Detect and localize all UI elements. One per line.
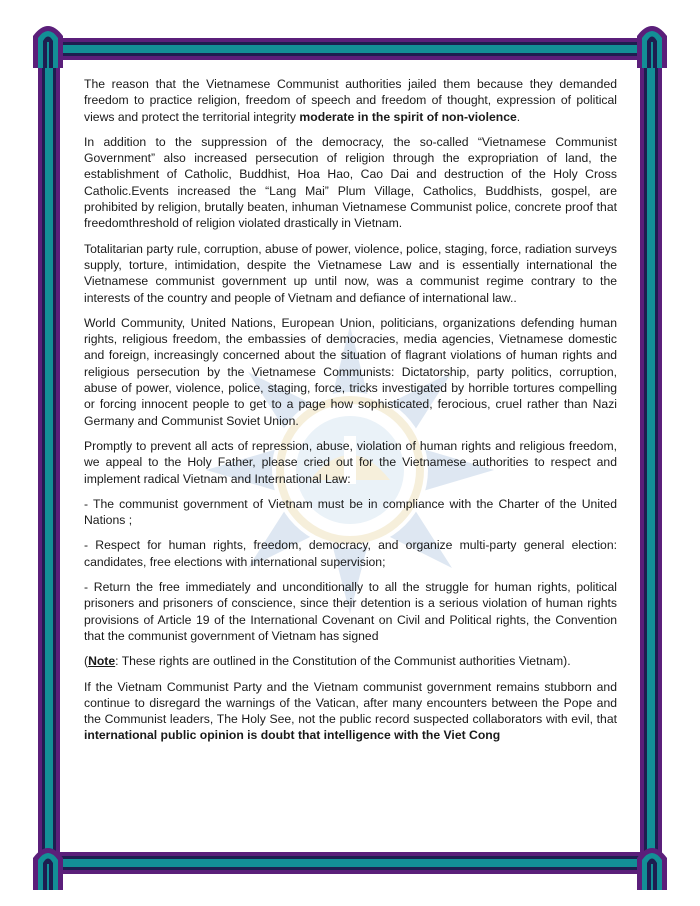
corner-arch-ornament-top-right <box>635 18 669 68</box>
paragraph-3: Totalitarian party rule, corruption, abuse of power, violence, police, staging, force, radiation surveys supply, torture, intimidation, despite the Vietnamese Law and is essentially international the Vietnamese communist government up until now, was a communist regime contrary to the interests of the country and people of Vietnam and defiance of international law.. <box>84 241 617 305</box>
paragraph-1: The reason that the Vietnamese Communist authorities jailed them because they demanded freedom to practice religion, freedom of speech and freedom of thought, expression of political views and protect the territorial integrity moderate in the spirit of non-violence. <box>84 77 617 124</box>
right-border-bar <box>640 40 662 866</box>
note-label: Note <box>88 654 116 669</box>
bold-phrase-non-violence: moderate in the spirit of non-violence <box>299 109 517 124</box>
document-body <box>84 76 617 840</box>
bold-phrase-public-opinion: international public opinion is doubt that intelligence with the Viet Cong <box>84 728 501 743</box>
corner-arch-ornament-bottom-right <box>635 840 669 890</box>
paragraph-6: - The communist government of Vietnam must be in compliance with the Charter of the United Nations ; <box>84 496 617 528</box>
bottom-border-bar <box>40 852 660 874</box>
left-border-bar <box>38 40 60 866</box>
paragraph-5: Promptly to prevent all acts of repression, abuse, violation of human rights and religious freedom, we appeal to the Holy Father, please cried out for the Vietnamese authorities to respect and implement radical Vietnam and International Law: <box>84 438 617 486</box>
paragraph-2: In addition to the suppression of the democracy, the so-called “Vietnamese Communist Government” also increased persecution of religion through the expropriation of land, the establishment of Catholic, Buddhist, Hoa Hao, Cao Dai and destruction of the Holy Cross Catholic.Events increased the “Lang Mai” Plum Village, Catholics, Buddhists, gospel, are prohibited by religion, brutally beaten, inhuman Vietnamese Communist police, concrete proof that freedomthreshold of religion violated drastically in Vietnam. <box>84 134 617 231</box>
corner-arch-ornament-bottom-left <box>31 840 65 890</box>
corner-arch-ornament-top-left <box>31 18 65 68</box>
paragraph-10: If the Vietnam Communist Party and the Vietnam communist government remains stubborn and continue to disregard the warnings of the Vatican, after many encounters between the Pope and the Communist leaders, The Holy See, not the public record suspected collaborators with evil, that international public opinion is doubt that intelligence with the Viet Cong <box>84 679 617 743</box>
paragraph-7: - Respect for human rights, freedom, democracy, and organize multi-party general election: candidates, free elections with international supervision; <box>84 538 617 569</box>
paragraph-4: World Community, United Nations, European Union, politicians, organizations defending human rights, religious freedom, the embassies of democracies, media agencies, Vietnamese domestic and foreign, increasingly concerned about the situation of flagrant violations of human rights and religious persecution by the Vietnamese Communists: Dictatorship, party politics, corruption, abuse of power, violence, police, staging, force, tricks investigated by horrible tortures compelling or forcing innocent people to get to a page how sophisticated, ferocious, cruel rather than Nazi Germany and Communist Soviet Union. <box>84 315 617 428</box>
top-border-bar <box>40 38 660 60</box>
paragraph-note: (Note: These rights are outlined in the Constitution of the Communist authorities Vietnam). <box>84 654 571 669</box>
paragraph-8: - Return the free immediately and unconditionally to all the struggle for human rights, political prisoners and prisoners of conscience, since their detention is a serious violation of human rights provisions of Article 19 of the International Covenant on Civil and Political rights, the Convention that the communist government of Vietnam has signed <box>84 580 617 643</box>
